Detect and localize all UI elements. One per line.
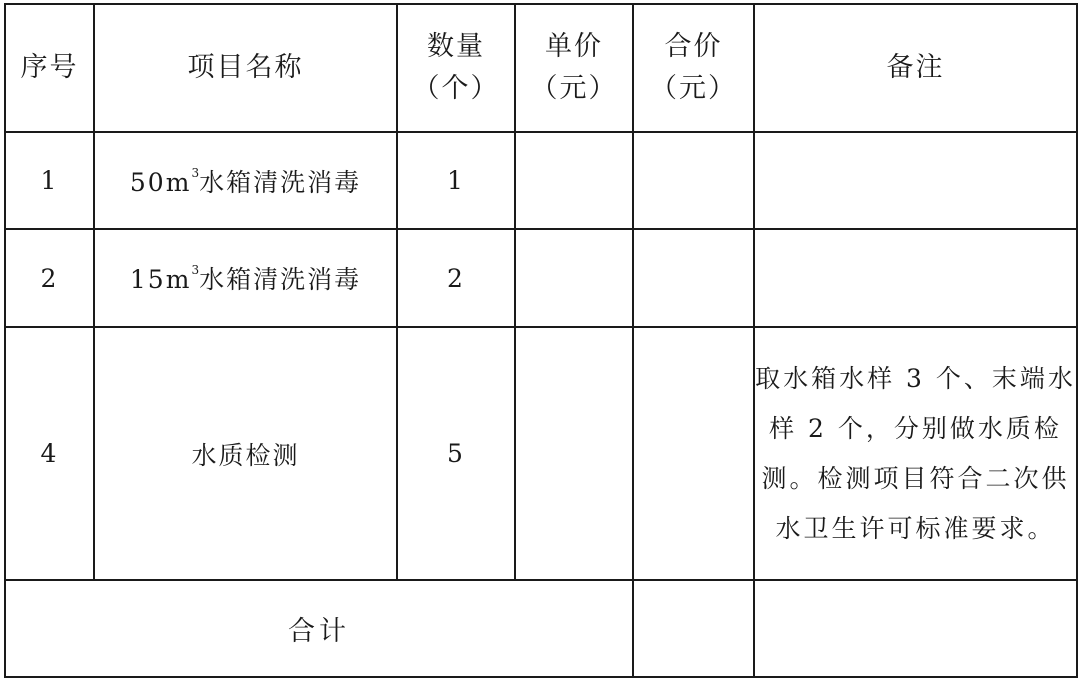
row-total-price [633,327,754,580]
row-seq: 1 [5,132,94,229]
row-seq: 2 [5,229,94,327]
row-total-price [633,229,754,327]
table-row [5,229,1077,327]
header-unit-price-label: 单价 [545,31,603,62]
row-unit-price [515,132,633,229]
row-name: 水质检测 [94,327,397,580]
row-remark [754,132,1077,229]
quote-table [4,3,1078,678]
row-total-price [633,132,754,229]
remark-text: 取水箱水样 3 个、末端水样 2 个，分别做水质检测。检测项目符合二次供水卫生许可标准要求。 [755,363,1076,543]
header-qty-label: 数量 [427,31,485,62]
header-total-price [633,4,754,132]
row-unit-price [515,327,633,580]
header-unit-price [515,4,633,132]
header-remark: 备注 [754,4,1077,132]
table-row [5,327,1077,580]
header-row [5,4,1077,132]
row-name: $50m^3$水箱清洗消毒 [94,132,397,229]
row-qty: 2 [397,229,515,327]
row-name: $15m^3$水箱清洗消毒 [94,229,397,327]
total-row [5,580,1077,677]
row-qty: 1 [397,132,515,229]
total-price [633,580,754,677]
row-remark [754,229,1077,327]
row-seq: 4 [5,327,94,580]
header-unit-price-unit: （元） [530,73,618,104]
total-remark [754,580,1077,677]
header-qty [397,4,515,132]
row-unit-price [515,229,633,327]
table-row [5,132,1077,229]
header-total-price-label: 合价 [664,31,723,62]
header-seq: 序号 [5,4,94,132]
row-qty: 5 [397,327,515,580]
total-label: 合计 [5,580,633,677]
header-qty-unit: （个） [412,73,500,104]
header-name: 项目名称 [94,4,397,132]
row-remark [754,327,1077,580]
header-total-price-unit: （元） [650,73,737,104]
